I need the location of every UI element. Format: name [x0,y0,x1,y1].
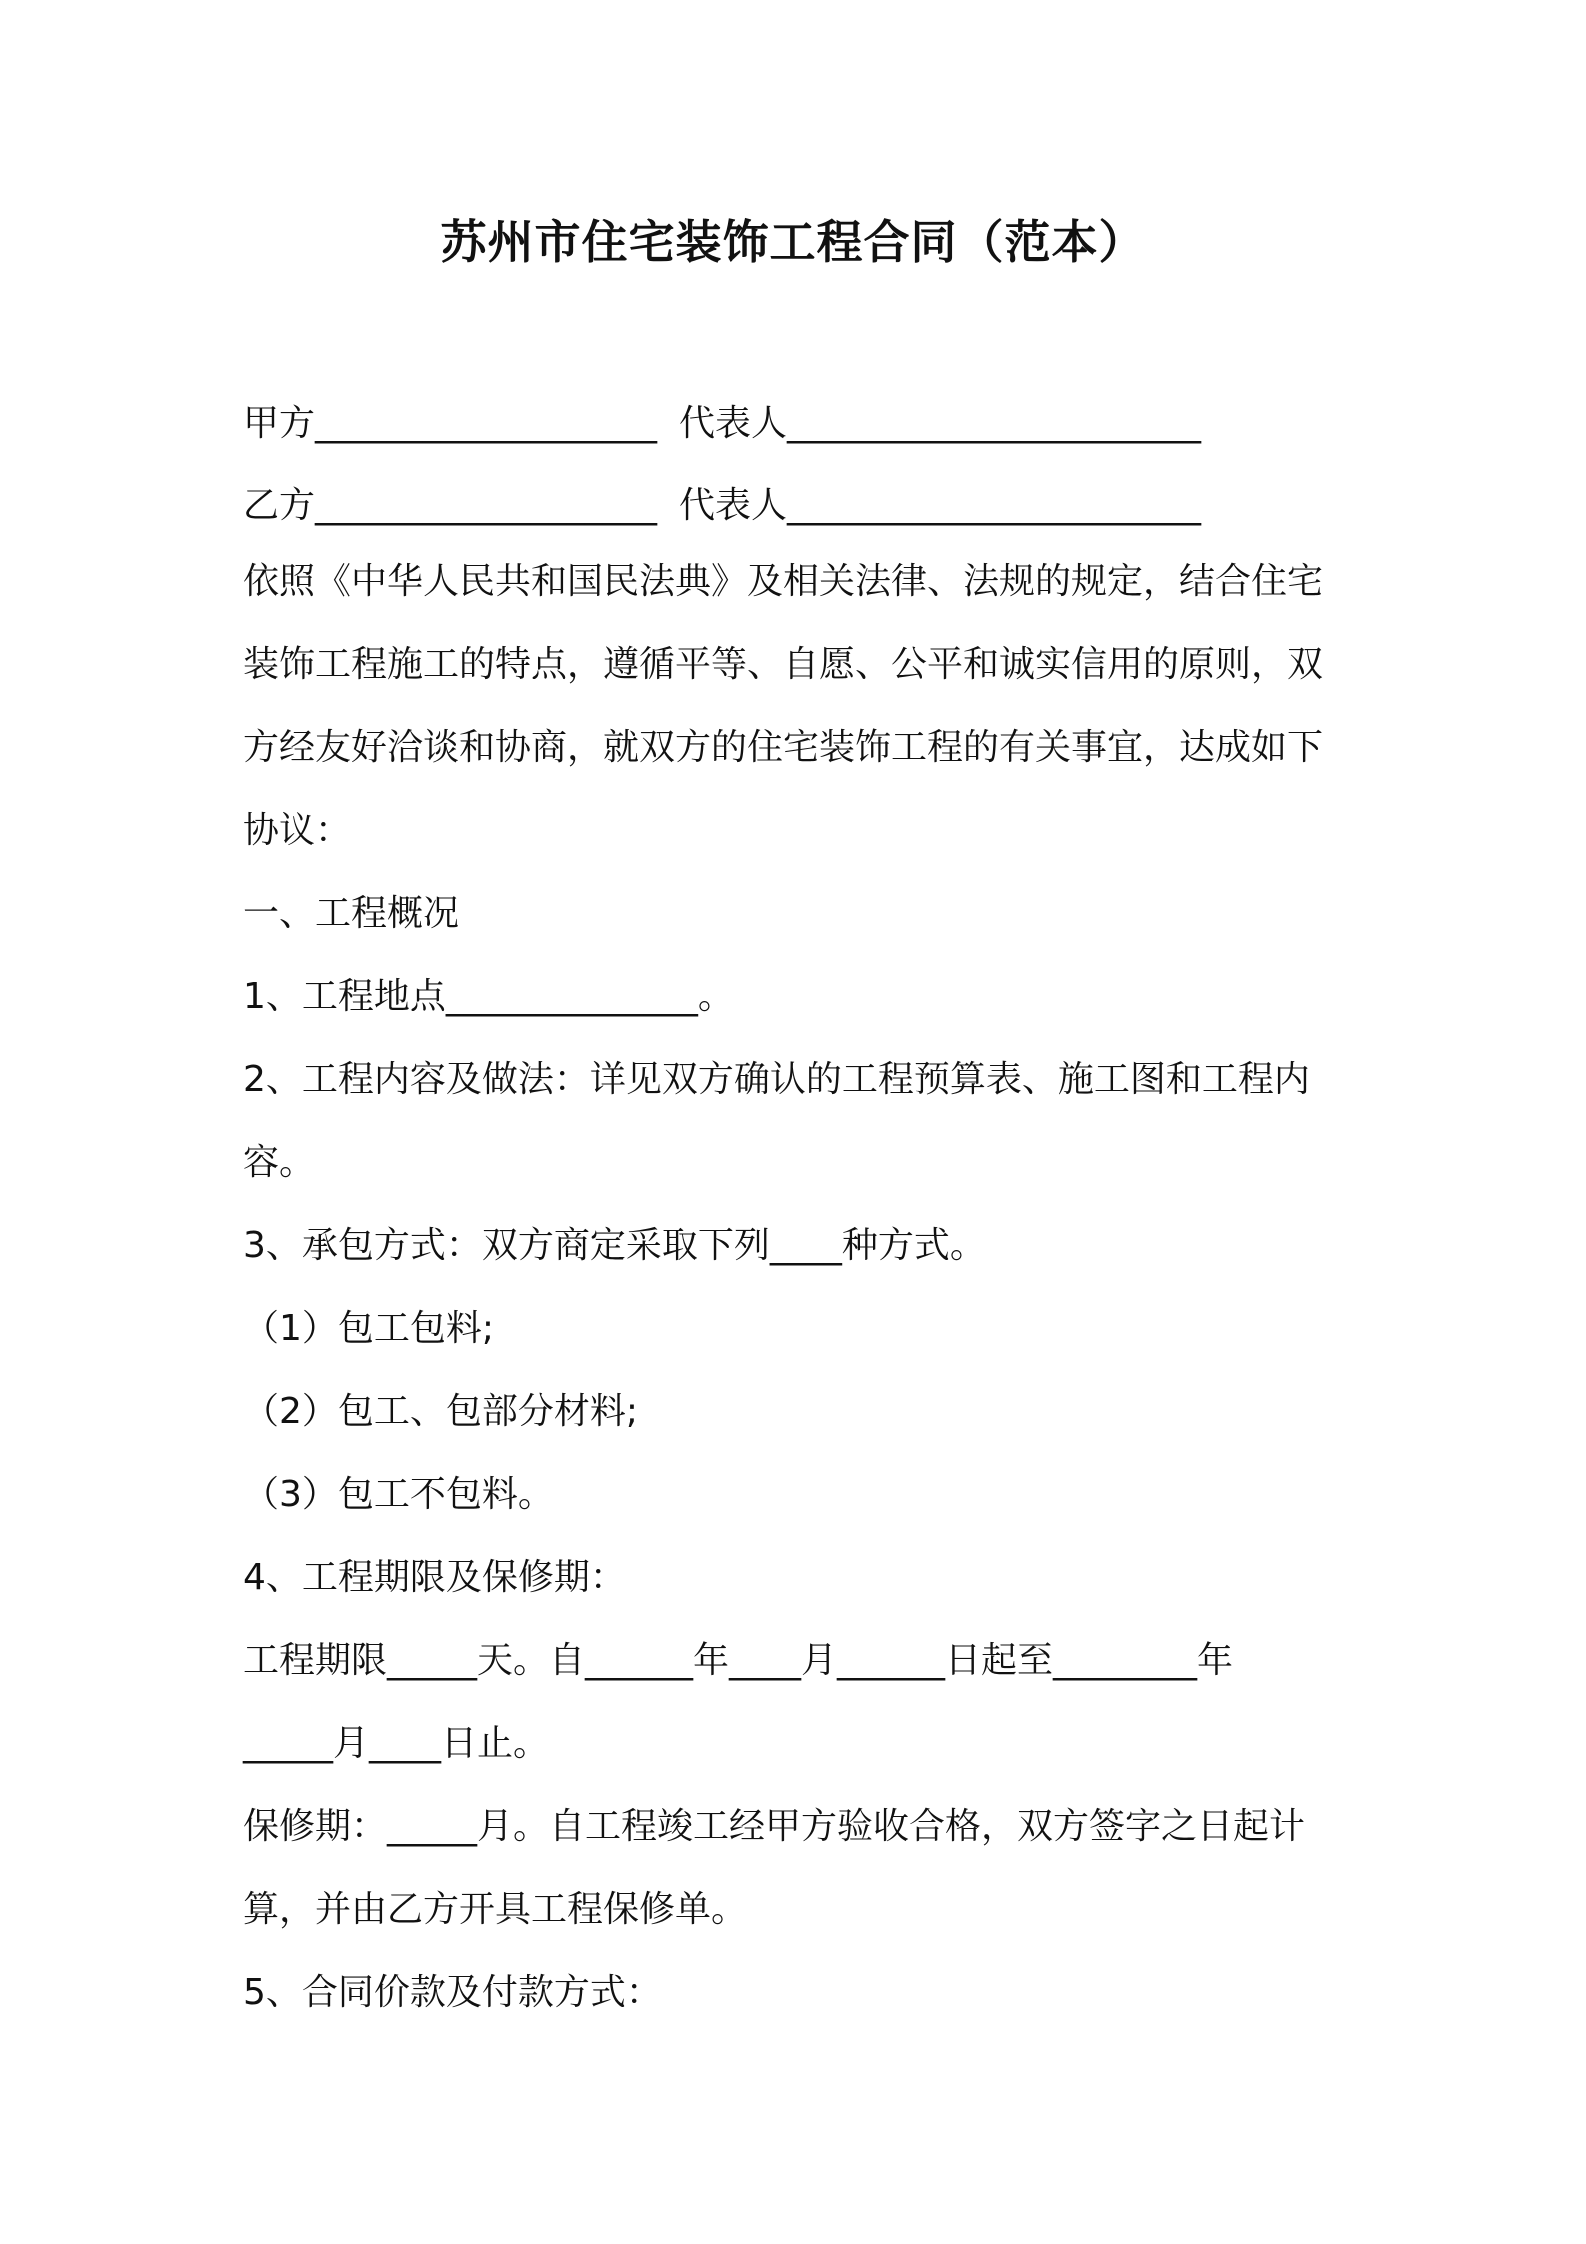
clause-contract-mode: 3、承包方式：双方商定采取下列____种方式。 [243,1225,986,1266]
option-3: （3）包工不包料。 [243,1474,554,1515]
warranty-line: 保修期：_____月。自工程竣工经甲方验收合格，双方签字之日起计 [243,1806,1306,1847]
clause-content-cont: 容。 [243,1142,316,1183]
clause-content: 2、工程内容及做法：详见双方确认的工程预算表、施工图和工程内 [243,1059,1310,1100]
party-b-label: 乙方___________________ [243,485,658,526]
option-1: （1）包工包料; [243,1308,495,1349]
party-b-representative: 代表人_______________________ [679,485,1202,526]
clause-location: 1、工程地点______________。 [243,976,734,1017]
preamble-line-3: 方经友好洽谈和协商，就双方的住宅装饰工程的有关事宜，达成如下 [243,727,1324,768]
section-heading: 一、工程概况 [243,893,460,934]
preamble-line-1: 依照《中华人民共和国民法典》及相关法律、法规的规定，结合住宅 [243,561,1324,602]
option-2: （2）包工、包部分材料; [243,1391,639,1432]
party-a-line [243,400,1201,448]
clause-payment: 5、合同价款及付款方式： [243,1972,662,2013]
term-dates-cont: _____月____日止。 [243,1723,550,1764]
party-a-representative: 代表人_______________________ [679,403,1202,444]
clause-term: 4、工程期限及保修期： [243,1557,626,1598]
term-dates: 工程期限_____天。自______年____月______日起至________年 [243,1640,1234,1681]
party-b-line [243,482,1201,530]
preamble-line-4: 协议： [243,810,352,851]
document-title: 苏州市住宅装饰工程合同（范本） [440,215,1146,269]
preamble-line-2: 装饰工程施工的特点，遵循平等、自愿、公平和诚实信用的原则，双 [243,644,1324,685]
warranty-line-cont: 算，并由乙方开具工程保修单。 [243,1889,748,1930]
party-a-label: 甲方___________________ [243,403,658,444]
